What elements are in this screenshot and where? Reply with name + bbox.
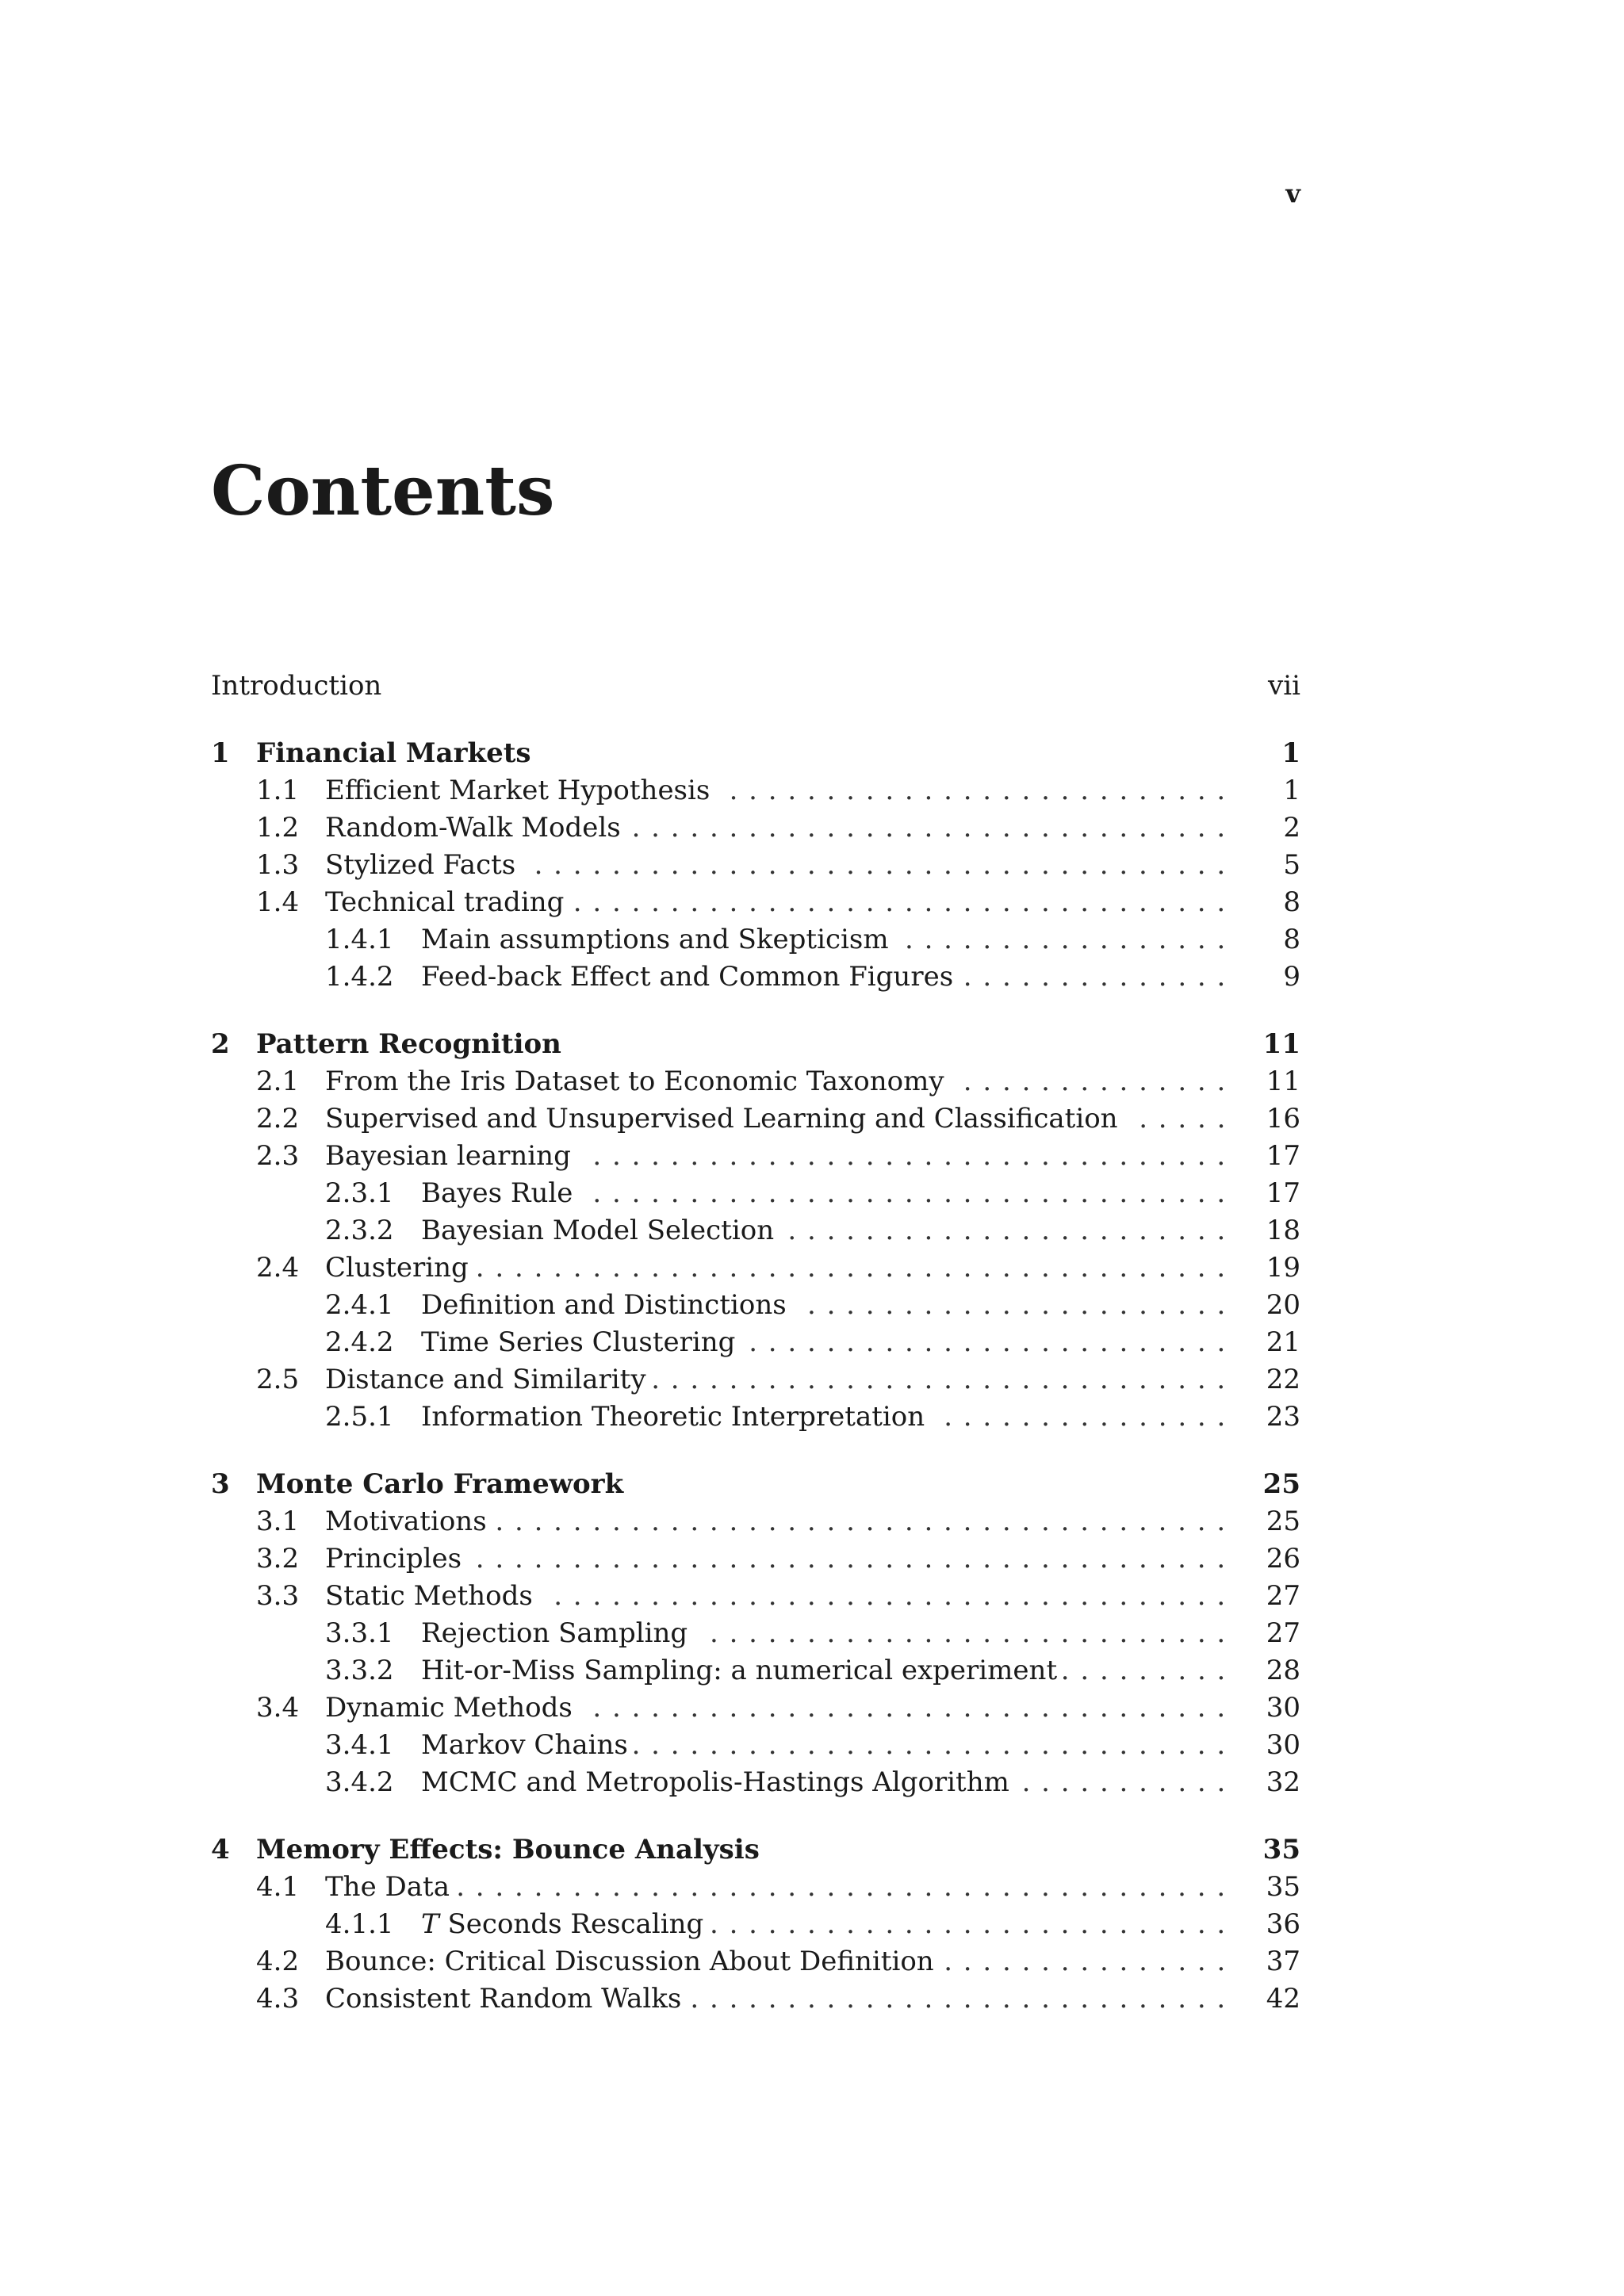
toc-entry-page: 1 (1283, 775, 1300, 806)
dot-leader: . . . . . . . . . . . . . . . . . . . . . . . . . . . . . . . . . (592, 1177, 1226, 1209)
toc-entry-number: 1.4.1 (325, 924, 394, 955)
dot-leader: . . . . . . . . . . . . . . . . . . . . . . . . . . . . . . . . . . . (553, 1580, 1226, 1612)
toc-entry-number: 2.3.2 (325, 1215, 394, 1246)
dot-leader: . . . . . . . . . . . . . . . . . . . . . . . . . (749, 1326, 1226, 1358)
toc-entry-number: 2.4 (256, 1252, 300, 1284)
toc-entry-number: 1.1 (256, 775, 300, 806)
toc-entry[interactable] (0, 1212, 1624, 1249)
toc-entry-page: 9 (1283, 961, 1300, 993)
toc-entry-number: 4.1 (256, 1871, 300, 1903)
toc-entry-title: Monte Carlo Framework (256, 1468, 624, 1500)
toc-entry-number: 3 (211, 1468, 230, 1500)
toc-entry[interactable] (0, 1615, 1624, 1652)
toc-entry-page: 42 (1266, 1983, 1300, 2015)
toc-entry-page: 19 (1266, 1252, 1300, 1284)
toc-entry[interactable] (0, 1175, 1624, 1212)
toc-entry-number: 1.4.2 (325, 961, 394, 993)
toc-entry-title: Technical trading (325, 886, 565, 918)
toc-entry-number: 1.4 (256, 886, 300, 918)
toc-entry[interactable] (0, 1578, 1624, 1615)
toc-entry-number: 3.3.2 (325, 1655, 394, 1686)
dot-leader: . . . . . . . . . . . . . . . . . . . . . . . . . . . . . . . . . . . . . . . (475, 1252, 1226, 1284)
toc-entry-number: 2.3.1 (325, 1177, 394, 1209)
toc-entry-number: 3.1 (256, 1506, 300, 1537)
toc-entry-number: 4.2 (256, 1946, 300, 1977)
dot-leader: . . . . . . . . . . . . . . . . . . . . . . . . . . . (709, 1617, 1226, 1649)
toc-entry[interactable] (0, 1540, 1624, 1578)
toc-entry-page: 25 (1262, 1468, 1300, 1500)
dot-leader: . . . . . . . . . . . . . . . . . . . . . . . . . . . . . . . . . . (573, 886, 1226, 918)
toc-entry-page: 22 (1266, 1364, 1300, 1395)
dot-leader: . . . . . . . . . (1060, 1655, 1226, 1686)
toc-entry-number: 3.4.2 (325, 1766, 394, 1798)
toc-entry[interactable] (0, 735, 1624, 772)
toc-entry-number: 1 (211, 737, 230, 769)
toc-entry-number: 2.3 (256, 1140, 300, 1172)
toc-entry[interactable] (0, 1249, 1624, 1287)
toc-entry-page: 37 (1266, 1946, 1300, 1977)
toc-entry-page: 18 (1266, 1215, 1300, 1246)
toc-entry-number: 1.2 (256, 812, 300, 844)
dot-leader: . . . . . . . . . . . . . . . . . . . . . . . (787, 1215, 1226, 1246)
toc-entry[interactable] (0, 1764, 1624, 1801)
toc-entry-page: 23 (1266, 1401, 1300, 1433)
toc-entry-title: Clustering (325, 1252, 469, 1284)
toc-entry[interactable] (0, 1026, 1624, 1063)
page-title: Contents (211, 451, 555, 531)
dot-leader: . . . . . . . . . . . . . . . . . . . . . . (806, 1289, 1226, 1321)
toc-entry-title-italic: T (421, 1908, 439, 1940)
toc-entry-page: 36 (1266, 1908, 1300, 1940)
toc-entry-number: 2.5.1 (325, 1401, 394, 1433)
toc-entry-title: Rejection Sampling (421, 1617, 688, 1649)
toc-entry-number: 4.3 (256, 1983, 300, 2015)
toc-entry[interactable] (0, 1727, 1624, 1764)
toc-entry-page: 20 (1266, 1289, 1300, 1321)
toc-entry-title: Financial Markets (256, 737, 531, 769)
dot-leader: . . . . . . . . . . . . . . (963, 1066, 1226, 1097)
toc-entry[interactable] (0, 668, 1624, 705)
toc-entry-title: Bayesian learning (325, 1140, 571, 1172)
toc-entry-title: Stylized Facts (325, 849, 516, 881)
toc-entry-page: 17 (1266, 1177, 1300, 1209)
toc-entry-page: 35 (1262, 1834, 1300, 1866)
toc-entry-number: 2.4.1 (325, 1289, 394, 1321)
toc-entry[interactable] (0, 809, 1624, 847)
toc-entry-page: 8 (1283, 924, 1300, 955)
toc-entry[interactable] (0, 921, 1624, 959)
toc-entry-number: 2.5 (256, 1364, 300, 1395)
toc-entry-page: vii (1268, 670, 1300, 702)
toc-entry-page: 30 (1266, 1692, 1300, 1724)
toc-entry-number: 2.4.2 (325, 1326, 394, 1358)
toc-entry-page: 17 (1266, 1140, 1300, 1172)
toc-entry[interactable] (0, 847, 1624, 884)
toc-entry[interactable] (0, 1906, 1624, 1943)
toc-entry-number: 2 (211, 1028, 230, 1060)
toc-entry-number: 3.2 (256, 1543, 300, 1575)
toc-entry-page: 35 (1266, 1871, 1300, 1903)
toc-entry-page: 27 (1266, 1580, 1300, 1612)
toc-entry-number: 4 (211, 1834, 230, 1866)
toc-entry-title: Definition and Distinctions (421, 1289, 787, 1321)
toc-entry-title: Memory Effects: Bounce Analysis (256, 1834, 760, 1866)
toc-entry-title: From the Iris Dataset to Economic Taxonomy (325, 1066, 944, 1097)
toc-entry[interactable] (0, 1503, 1624, 1540)
toc-entry[interactable] (0, 1138, 1624, 1175)
toc-entry-title: Bayesian Model Selection (421, 1215, 775, 1246)
toc-entry-title: Pattern Recognition (256, 1028, 561, 1060)
toc-entry[interactable] (0, 1869, 1624, 1906)
dot-leader: . . . . . . . . . . . . . . . . . . . . . . . . . . . . . . . . . (592, 1692, 1226, 1724)
toc-entry-title: Markov Chains (421, 1729, 628, 1761)
toc-entry-title: Supervised and Unsupervised Learning and Classification (325, 1103, 1118, 1135)
toc-entry-title (421, 1906, 703, 1943)
toc-entry-page: 26 (1266, 1543, 1300, 1575)
toc-entry-number: 3.4.1 (325, 1729, 394, 1761)
toc-entry[interactable] (0, 1689, 1624, 1727)
dot-leader: . . . . . . . . . . . . . . . . . . . . . . . . . . . . . . . . . . . . (534, 849, 1226, 881)
toc-entry-title: Main assumptions and Skepticism (421, 924, 889, 955)
toc-entry[interactable] (0, 1324, 1624, 1361)
toc-entry-title: Bounce: Critical Discussion About Definition (325, 1946, 934, 1977)
toc-entry-page: 16 (1266, 1103, 1300, 1135)
toc-entry-page: 11 (1262, 1028, 1300, 1060)
toc-entry-title: Consistent Random Walks (325, 1983, 682, 2015)
toc-entry[interactable] (0, 884, 1624, 921)
toc-entry[interactable] (0, 1831, 1624, 1869)
toc-entry[interactable] (0, 1943, 1624, 1980)
toc-entry-title: Motivations (325, 1506, 487, 1537)
toc-entry-title: Information Theoretic Interpretation (421, 1401, 925, 1433)
toc-entry-number: 2.1 (256, 1066, 300, 1097)
toc-entry[interactable] (0, 1361, 1624, 1399)
dot-leader: . . . . . . . . . . . . . . . . . . . . . . . . . . . . (690, 1983, 1226, 2015)
toc-entry-page: 28 (1266, 1655, 1300, 1686)
dot-leader: . . . . . . . . . . . (1021, 1766, 1226, 1798)
toc-entry[interactable] (0, 1100, 1624, 1138)
toc-entry-title: The Data (325, 1871, 450, 1903)
dot-leader: . . . . . . . . . . . . . . . . . . . . . . . . . . (729, 775, 1226, 806)
toc-entry-title: Static Methods (325, 1580, 533, 1612)
dot-leader: . . . . . . . . . . . . . . . (944, 1401, 1226, 1433)
dot-leader: . . . . . . . . . . . . . . . . . . . . . . . . . . . . . . . (631, 1729, 1226, 1761)
toc-entry-page: 32 (1266, 1766, 1300, 1798)
toc-entry[interactable] (0, 1287, 1624, 1324)
dot-leader: . . . . . . . . . . . . . . . . . . . . . . . . . . . . . . . (631, 812, 1226, 844)
toc-entry-title: Time Series Clustering (421, 1326, 736, 1358)
toc-entry[interactable] (0, 1980, 1624, 2018)
dot-leader: . . . . . . . . . . . . . . . . . . . . . . . . . . . . . . (651, 1364, 1226, 1395)
toc-entry-title: Introduction (211, 670, 382, 702)
toc-entry-number: 3.3.1 (325, 1617, 394, 1649)
toc-entry[interactable] (0, 772, 1624, 809)
toc-entry-number: 2.2 (256, 1103, 300, 1135)
toc-entry-page: 1 (1281, 737, 1300, 769)
toc-entry[interactable] (0, 959, 1624, 996)
toc-entry[interactable] (0, 1399, 1624, 1436)
dot-leader: . . . . . (1139, 1103, 1226, 1135)
toc-entry-title: Hit-or-Miss Sampling: a numerical experiment (421, 1655, 1058, 1686)
toc-entry-title: MCMC and Metropolis-Hastings Algorithm (421, 1766, 1009, 1798)
dot-leader: . . . . . . . . . . . . . . . (944, 1946, 1226, 1977)
toc-entry-page: 30 (1266, 1729, 1300, 1761)
toc-entry-page: 21 (1266, 1326, 1300, 1358)
toc-entry-number: 1.3 (256, 849, 300, 881)
toc-entry-page: 2 (1283, 812, 1300, 844)
toc-entry-title: Dynamic Methods (325, 1692, 573, 1724)
page-number: v (1285, 178, 1300, 209)
toc-entry-number: 3.4 (256, 1692, 300, 1724)
toc-entry[interactable] (0, 1466, 1624, 1503)
toc-entry-page: 5 (1283, 849, 1300, 881)
toc-entry-number: 3.3 (256, 1580, 300, 1612)
toc-entry-number: 4.1.1 (325, 1908, 394, 1940)
toc-entry[interactable] (0, 1652, 1624, 1689)
toc-entry-title: Feed-back Effect and Common Figures (421, 961, 954, 993)
toc-entry-page: 27 (1266, 1617, 1300, 1649)
toc-entry-page: 8 (1283, 886, 1300, 918)
dot-leader: . . . . . . . . . . . . . . . . . . . . . . . . . . . . . . . . . . . . . . . . (456, 1871, 1226, 1903)
dot-leader: . . . . . . . . . . . . . . . . . . . . . . . . . . . . . . . . . . . . . . (495, 1506, 1226, 1537)
toc-entry-page: 11 (1266, 1066, 1300, 1097)
toc-entry-title: Principles (325, 1543, 462, 1575)
toc-entry-title: Bayes Rule (421, 1177, 573, 1209)
dot-leader: . . . . . . . . . . . . . . . . . . . . . . . . . . . . . . . . . . . . . . . (475, 1543, 1226, 1575)
dot-leader: . . . . . . . . . . . . . . . . . . . . . . . . . . . . . . . . . (592, 1140, 1226, 1172)
dot-leader: . . . . . . . . . . . . . . . . . (904, 924, 1226, 955)
dot-leader: . . . . . . . . . . . . . . . . . . . . . . . . . . . (709, 1908, 1226, 1940)
toc-entry-page: 25 (1266, 1506, 1300, 1537)
toc-entry-title: Distance and Similarity (325, 1364, 646, 1395)
dot-leader: . . . . . . . . . . . . . . (963, 961, 1226, 993)
toc-entry-title-rest: Seconds Rescaling (439, 1908, 704, 1940)
toc-entry[interactable] (0, 1063, 1624, 1100)
toc-entry-title: Random-Walk Models (325, 812, 621, 844)
toc-entry-title: Efficient Market Hypothesis (325, 775, 710, 806)
